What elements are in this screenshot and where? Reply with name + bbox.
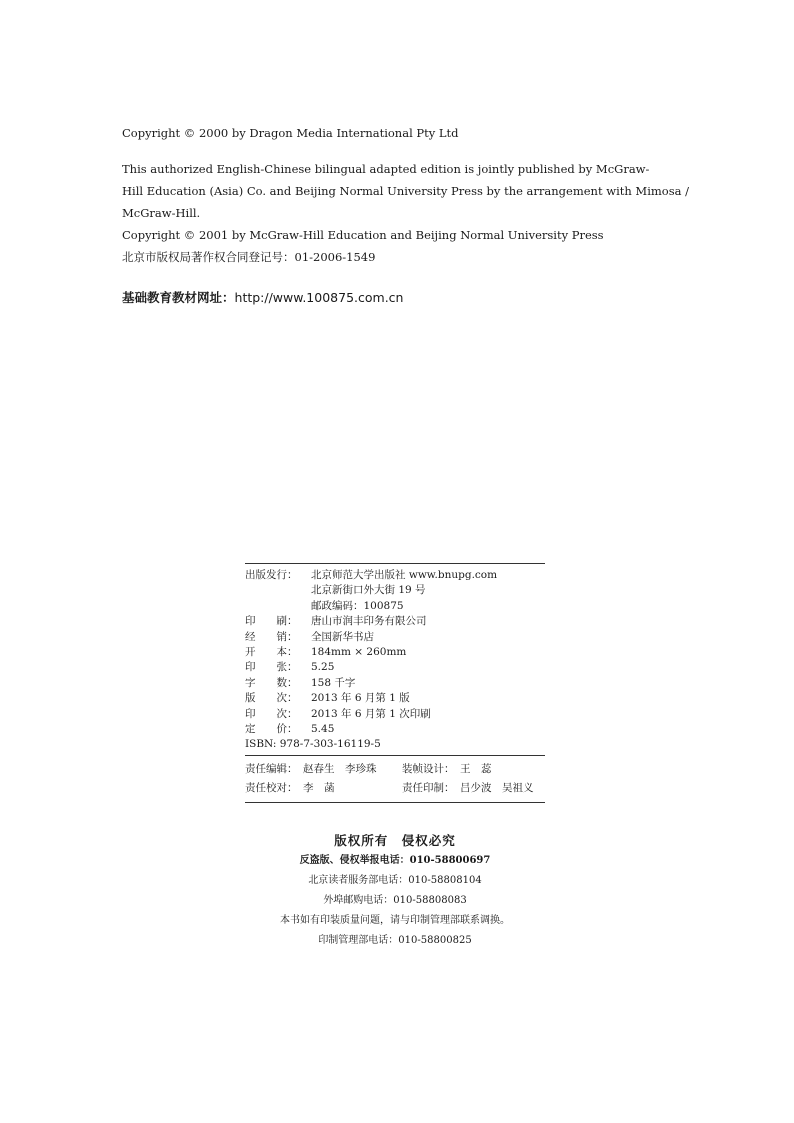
editor-names: 赵春生 李珍珠 [303, 762, 377, 775]
isbn: ISBN: 978-7-303-16119-5 [245, 738, 381, 751]
quality-notice: 本书如有印装质量问题，请与印制管理部联系调换。 [280, 915, 510, 926]
info-row [245, 707, 545, 722]
publication-info [245, 563, 545, 803]
print-label: 责任印制： [402, 781, 455, 794]
info-row [245, 614, 545, 629]
info-label: 版 次： [245, 692, 298, 705]
editors-block [245, 756, 545, 802]
publisher-row [245, 568, 545, 583]
isbn-row [245, 737, 545, 752]
website-line [122, 287, 682, 309]
info-row [245, 660, 545, 675]
publisher-address: 北京新街口外大街 19 号 [311, 584, 426, 597]
publisher-label: 出版发行： [245, 569, 298, 581]
edition-notice-line: Hill Education (Asia) Co. and Beijing Normal University Press by the arrangement with Mimosa / [122, 184, 690, 198]
edition-notice-line: McGraw-Hill. [122, 206, 201, 220]
info-label: 印 张： [245, 661, 298, 674]
proof-label: 责任校对： [245, 781, 298, 794]
print-names: 吕少波 吴祖义 [460, 781, 534, 794]
info-value: 5.45 [311, 722, 335, 735]
info-row [245, 722, 545, 737]
info-value: 唐山市润丰印务有限公司 [311, 615, 427, 628]
proof-name: 李 菡 [303, 781, 335, 794]
info-value: 158 千字 [311, 676, 356, 689]
info-row [245, 691, 545, 706]
edition-notice-line: This authorized English-Chinese bilingual adapted edition is jointly published by McGraw- [122, 162, 650, 176]
edition-notice [122, 158, 690, 224]
editors-row [245, 779, 545, 798]
info-row [245, 645, 545, 660]
publisher-postcode: 邮政编码：100875 [311, 599, 404, 612]
reader-service-phone: 北京读者服务部电话：010-58808104 [308, 875, 482, 886]
contract-registration: 北京市版权局著作权合同登记号：01-2006-1549 [122, 250, 376, 264]
rights-notice [245, 831, 545, 951]
editor-label: 责任编辑： [245, 762, 298, 775]
copyright-block [122, 122, 690, 309]
copyright-line-2: Copyright © 2001 by McGraw-Hill Education and Beijing Normal University Press [122, 228, 604, 242]
info-row [245, 676, 545, 691]
copyright-line-1: Copyright © 2000 by Dragon Media International Pty Ltd [122, 126, 459, 140]
info-label: 开 本： [245, 645, 298, 658]
divider [245, 802, 545, 803]
website-label: 基础教育教材网址： [122, 290, 235, 305]
editors-row [245, 760, 545, 779]
info-value: 2013 年 6 月第 1 版 [311, 692, 410, 705]
info-value: 全国新华书店 [311, 630, 374, 643]
info-value: 184mm × 260mm [311, 645, 407, 658]
info-label: 印 刷： [245, 615, 298, 628]
info-label: 定 价： [245, 722, 298, 735]
info-value: 2013 年 6 月第 1 次印刷 [311, 707, 431, 720]
piracy-hotline: 反盗版、侵权举报电话：010-58800697 [299, 855, 491, 866]
design-name: 王 蕊 [460, 762, 492, 775]
publisher-value: 北京师范大学出版社 www.bnupg.com [311, 569, 498, 581]
info-value: 5.25 [311, 661, 335, 674]
info-row [245, 630, 545, 645]
mail-order-phone: 外埠邮购电话：010-58808083 [323, 895, 467, 906]
rights-heading: 版权所有 侵权必究 [334, 833, 456, 848]
info-label: 印 次： [245, 707, 298, 720]
info-label: 字 数： [245, 676, 298, 689]
design-label: 装帧设计： [402, 762, 455, 775]
publication-rows [245, 564, 545, 755]
info-label: 经 销： [245, 630, 298, 643]
website-url: http://www.100875.com.cn [234, 290, 404, 305]
print-dept-phone: 印制管理部电话：010-58800825 [318, 935, 472, 946]
